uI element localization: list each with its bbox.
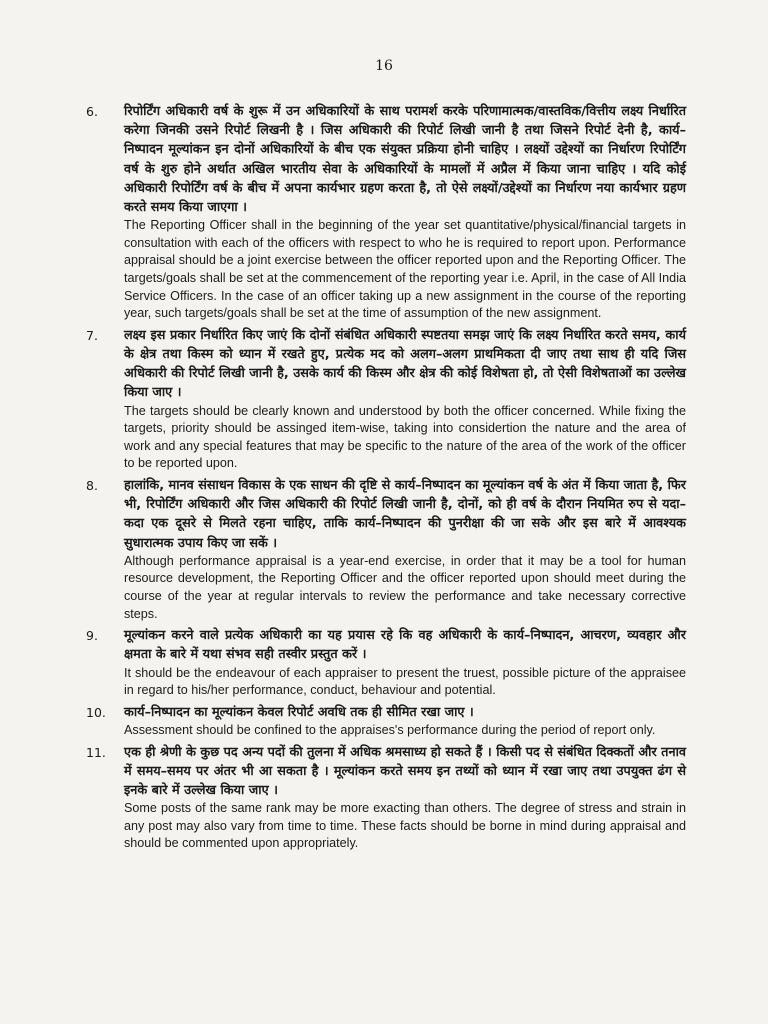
- item-body: [124, 743, 686, 854]
- list-item-11: [86, 743, 686, 854]
- english-paragraph: It should be the endeavour of each appraiser to present the truest, possible picture of the appraisee in regard to his/her performance, conduct, behaviour and potential.: [124, 665, 686, 698]
- hindi-paragraph: रिपोर्टिंग अधिकारी वर्ष के शुरू में उन अधिकारियों के साथ परामर्श करके परिणामात्मक/वास्तविक/वित्तीय लक्ष्य निर्धारित करेगा जिनकी उसने रिपोर्ट लिखनी है । जिस अधिकारी की रिपोर्ट लिखी जानी है तथा जिसने रिपोर्ट देनी है, कार्य–निष्पादन मूल्यांकन इन दोनों अधिकारियों के बीच एक संयुक्त प्रक्रिया होनी चाहिए । लक्ष्यों उद्देश्यों का निर्धारण रिपोर्टिंग वर्ष के शुरु होने अर्थात अखिल भारतीय सेवा के अधिकारियों के मामलों में अप्रैल में किया जाना चाहिए । यदि कोई अधिकारी रिपोर्टिंग वर्ष के बीच में अपना कार्यभार ग्रहण करता है, तो ऐसे लक्ष्यों/उद्देश्यों का निर्धारण नया कार्यभार ग्रहण करते समय किया जाएगा ।: [124, 104, 686, 216]
- item-number: 7.: [86, 327, 98, 343]
- item-body: [124, 703, 686, 741]
- item-body: [124, 102, 686, 324]
- item-body: [124, 476, 686, 624]
- list-item-8: [86, 476, 686, 624]
- instruction-list: [86, 102, 686, 856]
- list-item-10: [86, 703, 686, 741]
- english-paragraph: Assessment should be confined to the appraises's performance during the period of report only.: [124, 722, 656, 737]
- item-number: 11.: [86, 744, 106, 760]
- hindi-paragraph: मूल्यांकन करने वाले प्रत्येक अधिकारी का यह प्रयास रहे कि वह अधिकारी के कार्य–निष्पादन, आचरण, व्यवहार और क्षमता के बारे में यथा संभव सही तस्वीर प्रस्तुत करें ।: [124, 628, 686, 663]
- page-number: 16: [375, 58, 393, 74]
- item-number: 10.: [86, 704, 106, 720]
- item-number: 8.: [86, 477, 98, 493]
- item-number: 6.: [86, 104, 98, 119]
- english-paragraph: The targets should be clearly known and understood by both the officer concerned. While fixing the targets, priority should be assinged item-wise, taking into considertion the nature and the area of work and any special features that may be specific to the nature of the area of the work of the officer to be reported upon.: [124, 403, 686, 471]
- list-item-7: [86, 326, 686, 474]
- hindi-paragraph: कार्य–निष्पादन का मूल्यांकन केवल रिपोर्ट अवधि तक ही सीमित रखा जाए ।: [124, 704, 474, 720]
- hindi-paragraph: लक्ष्य इस प्रकार निर्धारित किए जाएं कि दोनों संबंधित अधिकारी स्पष्टतया समझ जाएं कि लक्ष्य निर्धारित करते समय, कार्य के क्षेत्र तथा किस्म को ध्यान में रखते हुए, प्रत्येक मद को अलग–अलग प्राथमिकता दी जाए तथा साथ ही यदि जिस अधिकारी की रिपोर्ट लिखी जानी है, उसके कार्य की किस्म और क्षेत्र की कोई विशेषता हो, तो ऐसी विशेषताओं का उल्लेख किया जाए ।: [124, 327, 686, 401]
- item-body: [124, 326, 686, 474]
- item-number: 9.: [86, 628, 98, 644]
- hindi-paragraph: हालांकि, मानव संसाधन विकास के एक साधन की दृष्टि से कार्य–निष्पादन का मूल्यांकन वर्ष के अंत में किया जाता है, फिर भी, रिपोर्टिंग अधिकारी और जिस अधिकारी की रिपोर्ट लिखी जानी है, दोनों, को ही वर्ष के दौरान नियमित रुप से यदा–कदा एक दूसरे से मिलते रहना चाहिए, ताकि कार्य–निष्पादन की पुनरीक्षा की जा सके और इस बारे में आवश्यक सुधारात्मक उपाय किए जा सकें ।: [124, 477, 686, 551]
- item-body: [124, 626, 686, 701]
- english-paragraph: Some posts of the same rank may be more exacting than others. The degree of stress and strain in any post may also vary from time to time. These facts should be borne in mind during appraisal and should be commented upon appropriately.: [124, 801, 686, 851]
- list-item-6: [86, 102, 686, 324]
- list-item-9: [86, 626, 686, 701]
- english-paragraph: Although performance appraisal is a year-end exercise, in order that it may be a tool for human resource development, the Reporting Officer and the officer reported upon should meet during the course of the year at regular intervals to review the performance and take necessary corrective steps.: [124, 553, 686, 621]
- hindi-paragraph: एक ही श्रेणी के कुछ पद अन्य पदों की तुलना में अधिक श्रमसाध्य हो सकते हैं । किसी पद से संबंधित दिक्कतों और तनाव में समय–समय पर अंतर भी आ सकता है । मूल्यांकन करते समय इन तथ्यों को ध्यान में रखा जाए तथा उपयुक्त ढंग से इनके बारे में उल्लेख किया जाए ।: [124, 744, 686, 798]
- english-paragraph: The Reporting Officer shall in the beginning of the year set quantitative/physical/financial targets in consultation with each of the officers with respect to who he is required to report upon. Performance appraisal should be a joint exercise between the officer reported upon and the Reporting Officer. The targets/goals shall be set at the commencement of the reporting year i.e. April, in the case of All India Service Officers. In the case of an officer taking up a new assignment in the course of the reporting year, such targets/goals shall be set at the time of assumption of the new assignment.: [124, 218, 686, 321]
